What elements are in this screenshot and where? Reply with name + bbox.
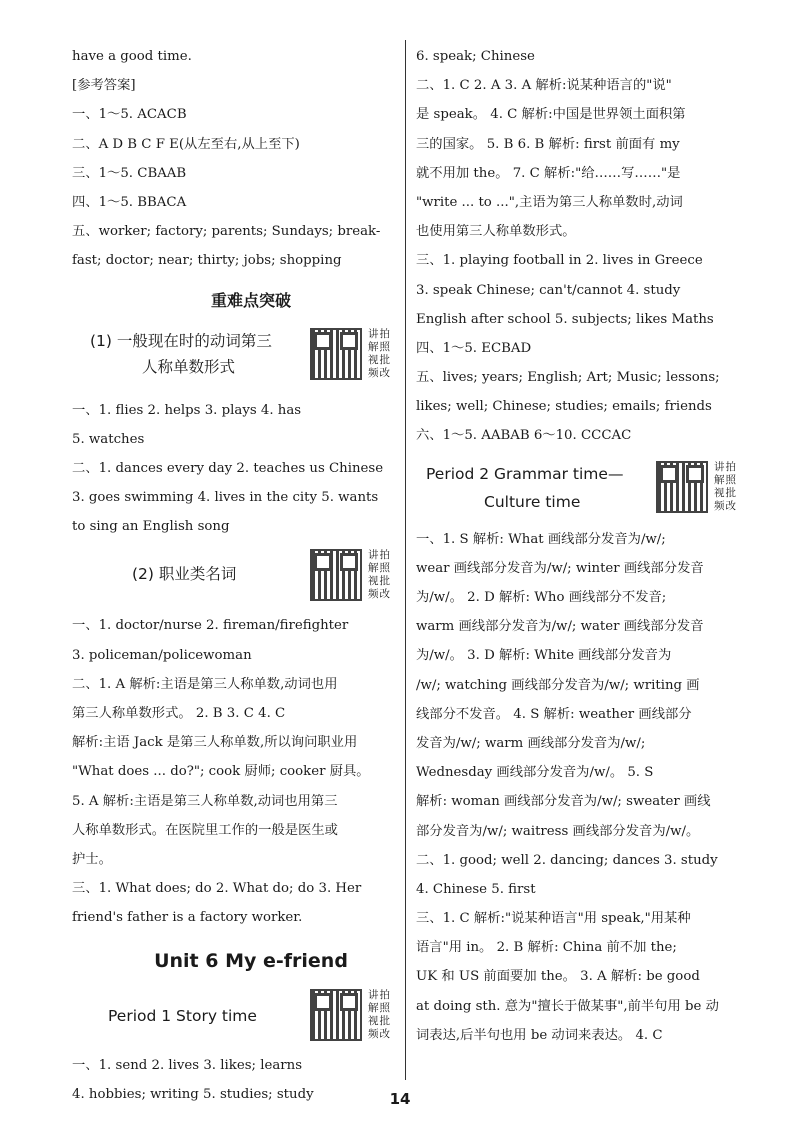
qr-caption-char: 批	[379, 353, 391, 366]
period1-header	[72, 985, 430, 1047]
qr-caption-char: 照	[379, 1001, 391, 1014]
text-line: friend's father is a factory worker.	[72, 910, 303, 926]
qr-caption-char: 讲	[368, 988, 380, 1001]
text-line: 就不用加 the。 7. C 解析:"给……写……"是	[416, 165, 681, 181]
qr-caption-char: 拍	[379, 988, 391, 1001]
qr-caption	[368, 549, 394, 601]
qr-caption-char: 改	[725, 499, 737, 512]
text-line: 二、1. good; well 2. dancing; dances 3. study	[416, 852, 718, 868]
text-line: 一、1. S 解析: What 画线部分发音为/w/;	[416, 531, 666, 547]
period2-answers	[416, 525, 778, 1050]
text-line: 二、1. dances every day 2. teaches us Chinese	[72, 460, 384, 476]
qr-caption-char: 照	[379, 562, 391, 575]
sub1-answers	[72, 396, 430, 542]
qr-caption-char: 批	[379, 575, 391, 588]
qr-caption-char: 解	[368, 1001, 380, 1014]
qr-caption-char: 拍	[725, 460, 737, 473]
text-line: 也使用第三人称单数形式。	[416, 224, 576, 240]
sub2-title: (2) 职业类名词	[132, 565, 237, 584]
qr-caption-char: 讲	[368, 549, 380, 562]
period2-title-line1: Period 2 Grammar time—	[426, 464, 624, 483]
text-line: 一、1. flies 2. helps 3. plays 4. has	[72, 402, 302, 418]
qr-code-icon[interactable]	[310, 989, 362, 1041]
qr-code-icon[interactable]	[310, 549, 362, 601]
text-line: at doing sth. 意为"擅长于做某事",前半句用 be 动	[416, 998, 719, 1014]
text-line: 6. speak; Chinese	[416, 49, 535, 64]
qr-caption-char: 改	[379, 366, 391, 379]
section-title: 重难点突破	[210, 290, 291, 310]
text-line: UK 和 US 前面要加 the。 3. A 解析: be good	[416, 969, 700, 985]
text-line: 一、1. doctor/nurse 2. fireman/firefighter	[72, 618, 349, 634]
qr-code-icon[interactable]	[310, 328, 362, 380]
text-line: 为/w/。 2. D 解析: Who 画线部分不发音;	[416, 590, 667, 605]
text-line: /w/; watching 画线部分发音为/w/; writing 画	[416, 677, 700, 693]
qr-caption	[714, 461, 740, 513]
text-line: Wednesday 画线部分发音为/w/。 5. S	[416, 765, 654, 781]
text-line: 线部分不发音。 4. S 解析: weather 画线部分	[416, 706, 692, 722]
text-line: "What does ... do?"; cook 厨师; cooker 厨具。	[72, 764, 370, 780]
text-line: [参考答案]	[72, 78, 136, 94]
text-line: 三、1. What does; do 2. What do; do 3. Her	[72, 881, 362, 897]
text-line: 3. speak Chinese; can't/cannot 4. study	[416, 282, 681, 298]
unit-title: Unit 6 My e-friend	[154, 949, 348, 972]
qr-caption-char: 频	[368, 1027, 380, 1040]
text-line: 部分发音为/w/; waitress 画线部分发音为/w/。	[416, 823, 700, 839]
text-line: 五、lives; years; English; Art; Music; lessons;	[416, 370, 720, 386]
qr-caption-char: 讲	[714, 460, 726, 473]
sub1-title-line2: 人称单数形式	[142, 357, 236, 376]
sub1-header	[72, 322, 430, 392]
qr-caption-char: 视	[368, 575, 380, 588]
text-line: to sing an English song	[72, 519, 230, 535]
text-line: 一、1～5. ACACB	[72, 107, 187, 123]
text-line: 二、A D B C F E(从左至右,从上至下)	[72, 136, 300, 152]
text-line: 四、1～5. ECBAD	[416, 340, 532, 356]
text-line: wear 画线部分发音为/w/; winter 画线部分发音	[416, 560, 704, 576]
text-line: 是 speak。 4. C 解析:中国是世界领土面积第	[416, 107, 686, 123]
text-line: 五、worker; factory; parents; Sundays; break-	[72, 224, 381, 240]
qr-caption-char: 拍	[379, 549, 391, 562]
text-line: 4. Chinese 5. first	[416, 881, 536, 897]
text-line: fast; doctor; near; thirty; jobs; shopping	[72, 253, 342, 269]
qr-caption	[368, 328, 394, 380]
text-line: 二、1. C 2. A 3. A 解析:说某种语言的"说"	[416, 78, 672, 94]
period2-title-line2: Culture time	[484, 492, 581, 511]
qr-caption-char: 解	[714, 473, 726, 486]
text-line: 为/w/。 3. D 解析: White 画线部分发音为	[416, 648, 672, 664]
text-line: 三、1～5. CBAAB	[72, 165, 187, 181]
qr-caption-char: 视	[368, 1014, 380, 1027]
qr-caption-char: 改	[379, 588, 391, 601]
text-line: 语言"用 in。 2. B 解析: China 前不加 the;	[416, 940, 677, 956]
left-intro	[72, 42, 430, 276]
qr-caption-char: 视	[714, 486, 726, 499]
text-line: 一、1. send 2. lives 3. likes; learns	[72, 1057, 303, 1073]
qr-code-icon[interactable]	[656, 461, 708, 513]
text-line: 词表达,后半句也用 be 动词来表达。 4. C	[416, 1027, 663, 1043]
text-line: 护士。	[72, 851, 112, 867]
text-line: 第三人称单数形式。 2. B 3. C 4. C	[72, 706, 286, 721]
right-column	[416, 42, 778, 1050]
qr-caption-char: 讲	[368, 327, 380, 340]
qr-caption-char: 频	[368, 588, 380, 601]
qr-caption-char: 照	[725, 473, 737, 486]
text-line: 3. goes swimming 4. lives in the city 5. wants	[72, 490, 379, 506]
qr-caption-char: 批	[725, 486, 737, 499]
qr-caption-char: 频	[714, 499, 726, 512]
text-line: 三、1. playing football in 2. lives in Greece	[416, 253, 703, 269]
text-line: 人称单数形式。在医院里工作的一般是医生或	[72, 822, 338, 838]
text-line: 四、1～5. BBACA	[72, 194, 187, 210]
qr-caption-char: 视	[368, 353, 380, 366]
left-column	[72, 42, 430, 1109]
text-line: 解析: woman 画线部分发音为/w/; sweater 画线	[416, 794, 711, 810]
qr-caption	[368, 989, 394, 1041]
sub2-header	[72, 545, 430, 607]
text-line: likes; well; Chinese; studies; emails; friends	[416, 399, 712, 415]
qr-caption-char: 照	[379, 340, 391, 353]
text-line: warm 画线部分发音为/w/; water 画线部分发音	[416, 619, 704, 635]
text-line: 三的国家。 5. B 6. B 解析: first 前面有 my	[416, 136, 680, 152]
text-line: 3. policeman/policewoman	[72, 647, 252, 663]
sub2-answers	[72, 611, 430, 932]
period2-header	[416, 455, 778, 521]
text-line: 5. watches	[72, 431, 145, 447]
text-line: 发音为/w/; warm 画线部分发音为/w/;	[416, 735, 646, 751]
qr-caption-char: 解	[368, 340, 380, 353]
text-line: 4. hobbies; writing 5. studies; study	[72, 1086, 314, 1102]
text-line: have a good time.	[72, 49, 192, 64]
sub1-title-line1: (1) 一般现在时的动词第三	[90, 331, 272, 350]
qr-caption-char: 批	[379, 1014, 391, 1027]
text-line: 解析:主语 Jack 是第三人称单数,所以询问职业用	[72, 735, 358, 751]
period1-title: Period 1 Story time	[108, 1006, 257, 1025]
text-line: 二、1. A 解析:主语是第三人称单数,动词也用	[72, 676, 338, 692]
qr-caption-char: 频	[368, 366, 380, 379]
page-number: 14	[389, 1090, 411, 1108]
text-line: English after school 5. subjects; likes Maths	[416, 311, 714, 327]
qr-caption-char: 改	[379, 1027, 391, 1040]
text-line: 六、1～5. AABAB 6～10. CCCAC	[416, 428, 632, 444]
text-line: "write ... to ...",主语为第三人称单数时,动词	[416, 194, 683, 210]
text-line: 5. A 解析:主语是第三人称单数,动词也用第三	[72, 793, 338, 809]
qr-caption-char: 解	[368, 562, 380, 575]
right-intro	[416, 42, 778, 451]
text-line: 三、1. C 解析:"说某种语言"用 speak,"用某种	[416, 911, 691, 927]
qr-caption-char: 拍	[379, 327, 391, 340]
